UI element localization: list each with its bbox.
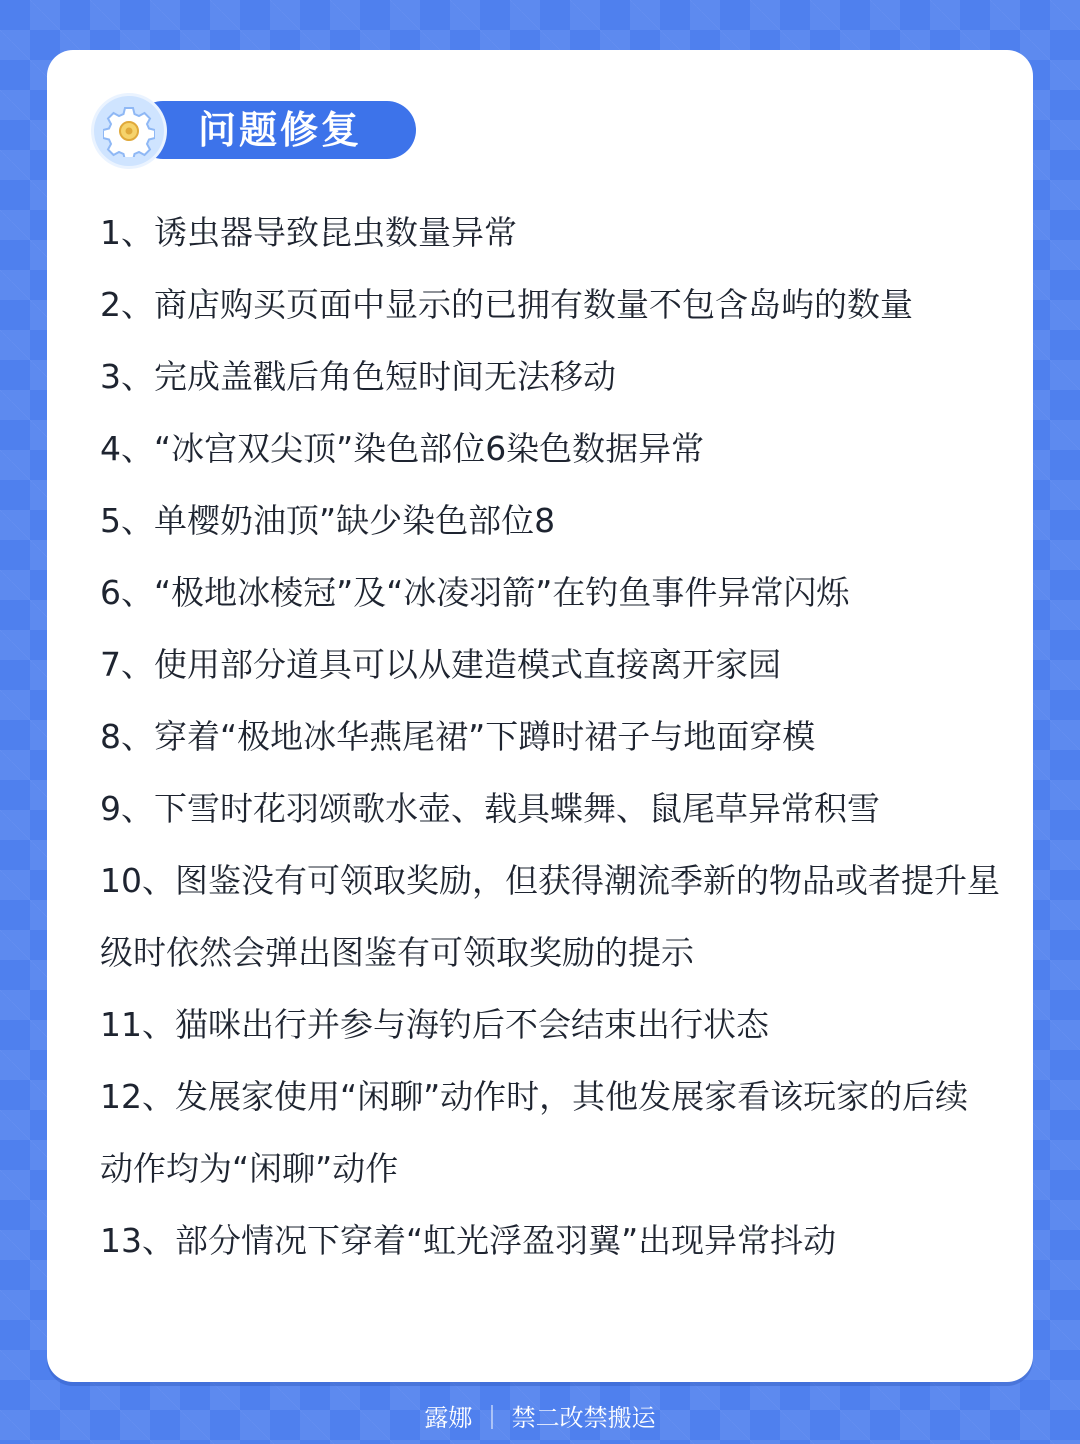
list-item: 2、商店购买页面中显示的已拥有数量不包含岛屿的数量 <box>100 285 913 324</box>
list-item: 5、单樱奶油顶”缺少染色部位8 <box>100 501 556 540</box>
list-item: 7、使用部分道具可以从建造模式直接离开家园 <box>100 645 781 684</box>
list-item: 13、部分情况下穿着“虹光浮盈羽翼”出现异常抖动 <box>100 1221 837 1260</box>
list-item: 4、“冰宫双尖顶”染色部位6染色数据异常 <box>100 429 705 468</box>
list-item: 1、诱虫器导致昆虫数量异常 <box>100 213 517 252</box>
list-item: 6、“极地冰棱冠”及“冰凌羽箭”在钓鱼事件异常闪烁 <box>100 573 850 612</box>
footer-credit: 露娜 ｜ 禁二改禁搬运 <box>424 1404 656 1432</box>
list-item: 8、穿着“极地冰华燕尾裙”下蹲时裙子与地面穿模 <box>100 717 816 756</box>
list-item: 3、完成盖戳后角色短时间无法移动 <box>100 357 616 396</box>
section-title: 问题修复 <box>198 108 363 152</box>
gear-icon <box>94 96 164 166</box>
list-item: 10、图鉴没有可领取奖励，但获得潮流季新的物品或者提升星级时依然会弹出图鉴有可领取奖励的提示 <box>100 861 1000 972</box>
list-item: 11、猫咪出行并参与海钓后不会结束出行状态 <box>100 1005 769 1044</box>
list-item: 12、发展家使用“闲聊”动作时，其他发展家看该玩家的后续动作均为“闲聊”动作 <box>100 1077 969 1188</box>
section-header <box>94 97 416 163</box>
fix-list <box>100 197 1000 1277</box>
list-item: 9、下雪时花羽颂歌水壶、载具蝶舞、鼠尾草异常积雪 <box>100 789 880 828</box>
